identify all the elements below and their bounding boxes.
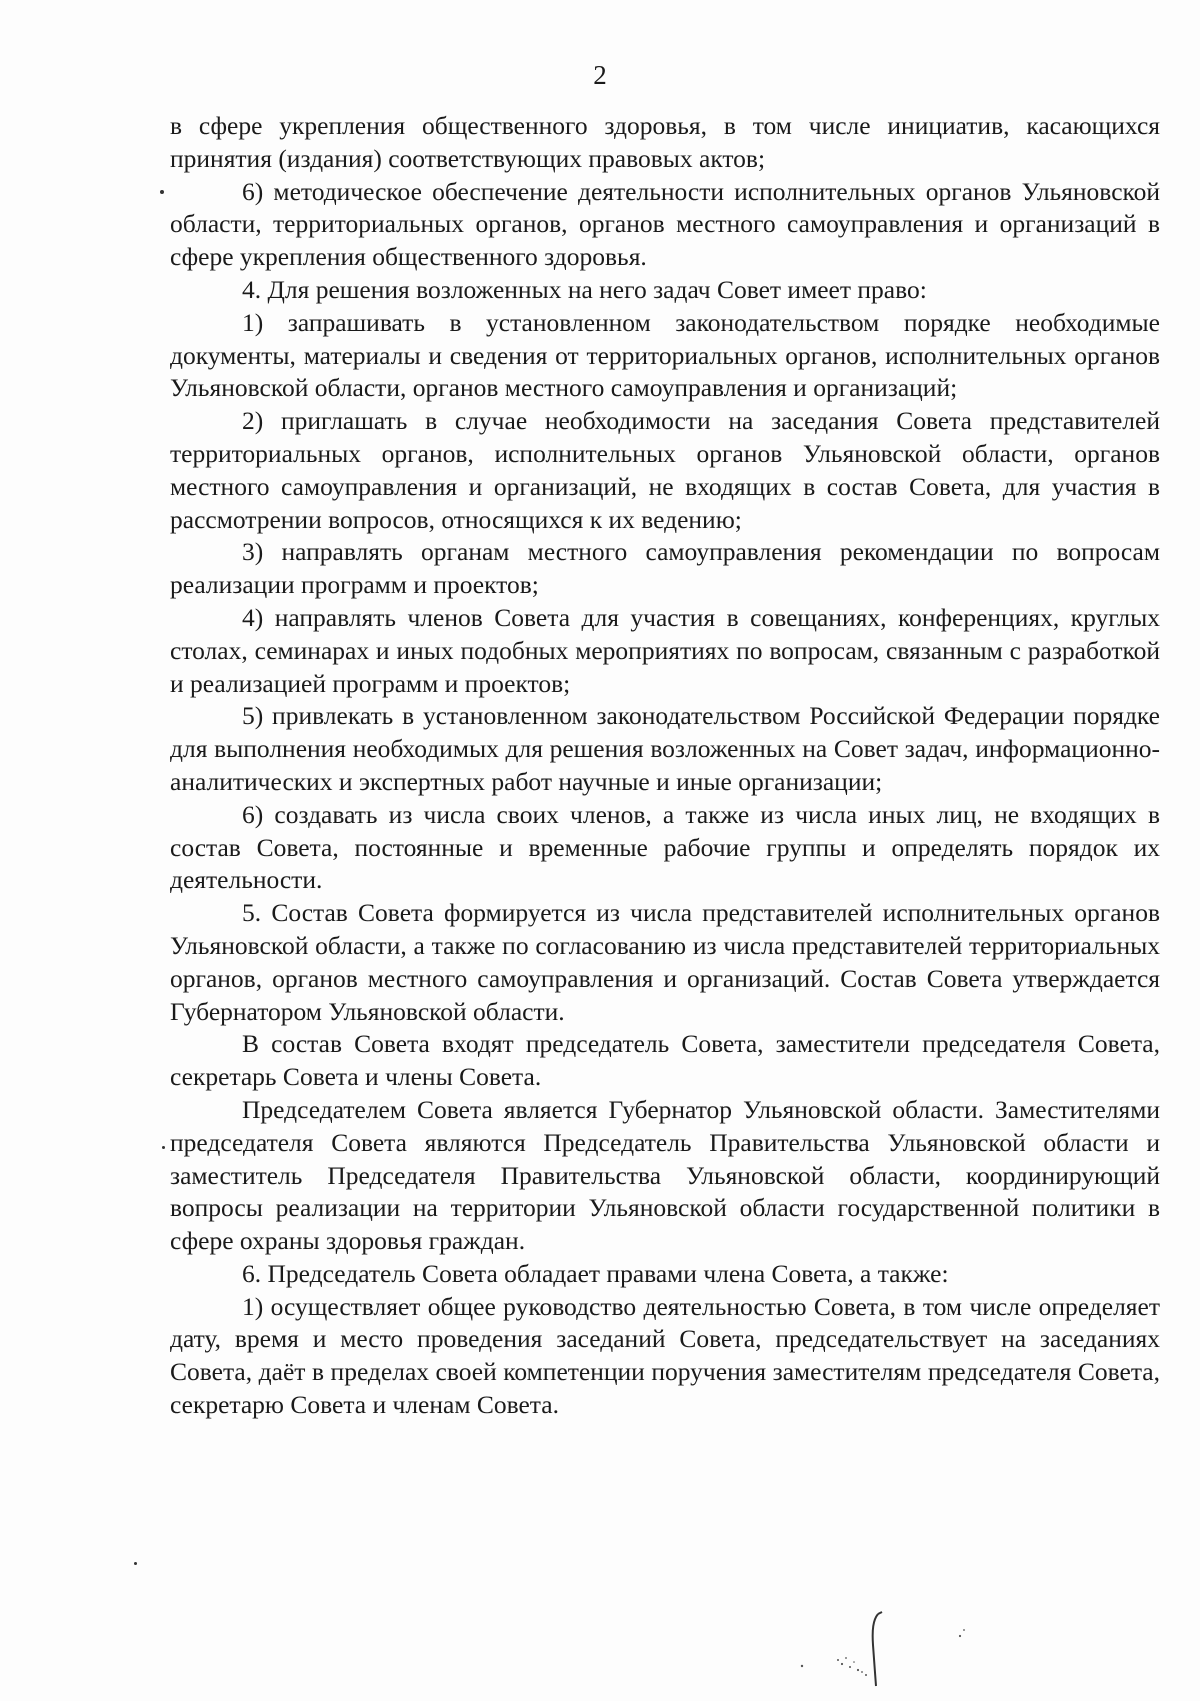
paragraph-section-5: 5. Состав Совета формируется из числа представителей исполнительных органов Ульяновской области, а также по согласованию из числа представителей территориальных органов, органов местного самоуправления и организаций. Состав Совета утверждается Губернатором Ульяновской области. <box>170 898 1160 1026</box>
scan-speck <box>134 1562 137 1565</box>
paragraph-item-4-1: 1) запрашивать в установленном законодательством порядке необходимые документы, материалы и сведения от территориальных органов, исполнительных органов Ульяновской области, органов местного самоуправления и организаций; <box>170 307 1160 403</box>
paragraph-section-4: 4. Для решения возложенных на него задач Совет имеет право: <box>242 274 927 304</box>
scan-speck <box>160 190 164 194</box>
paragraph-item-6-1: 1) осуществляет общее руководство деятельностью Совета, в том числе определяет дату, время и место проведения заседаний Совета, председательствует на заседаниях Совета, даёт в пределах своей компетенции поручения заместителям председателя Совета, секретарю Совета и членам Совета. <box>170 1291 1160 1420</box>
paragraph-section-5-chairman: Председателем Совета является Губернатор Ульяновской области. Заместителями председателя Совета являются Председатель Правительства Ульяновской области и заместитель Председателя Правительства Ульяновской области, координирующий вопросы реализации на территории Ульяновской области государственной политики в сфере охраны здоровья граждан. <box>170 1094 1160 1256</box>
paragraph-continuation: в сфере укрепления общественного здоровья, в том числе инициатив, касающихся принятия (издания) соответствующих правовых актов; <box>170 111 1160 173</box>
paragraph-item-3-6: 6) методическое обеспечение деятельности исполнительных органов Ульяновской области, территориальных органов, органов местного самоуправления и организаций в сфере укрепления общественного здоровья. <box>170 176 1160 272</box>
page-number: 2 <box>593 60 607 90</box>
paragraph-item-4-4: 4) направлять членов Совета для участия в совещаниях, конференциях, круглых столах, семинарах и иных подобных мероприятиях по вопросам, связанным с разработкой и реализацией программ и проектов; <box>170 602 1160 698</box>
scan-marks <box>800 1600 1060 1690</box>
paragraph-item-4-6: 6) создавать из числа своих членов, а также из числа иных лиц, не входящих в состав Совета, постоянные и временные рабочие группы и определять порядок их деятельности. <box>170 799 1160 895</box>
paragraph-item-4-5: 5) привлекать в установленном законодательством Российской Федерации порядке для выполнения необходимых для решения возложенных на Совет задач, информационно-аналитических и экспертных работ научные и иные организации; <box>170 701 1160 796</box>
paragraph-item-4-3: 3) направлять органам местного самоуправления рекомендации по вопросам реализации программ и проектов; <box>170 537 1160 600</box>
scan-speck <box>162 1146 165 1149</box>
paragraph-item-4-2: 2) приглашать в случае необходимости на заседания Совета представителей территориальных органов, исполнительных органов Ульяновской области, органов местного самоуправления и организаций, не входящих в состав Совета, для участия в рассмотрении вопросов, относящихся к их ведению; <box>170 406 1160 534</box>
paragraph-section-6: 6. Председатель Совета обладает правами члена Совета, а также: <box>242 1258 949 1288</box>
paragraph-section-5-composition: В состав Совета входят председатель Совета, заместители председателя Совета, секретарь Совета и члены Совета. <box>170 1029 1160 1092</box>
document-body <box>170 110 1160 1422</box>
